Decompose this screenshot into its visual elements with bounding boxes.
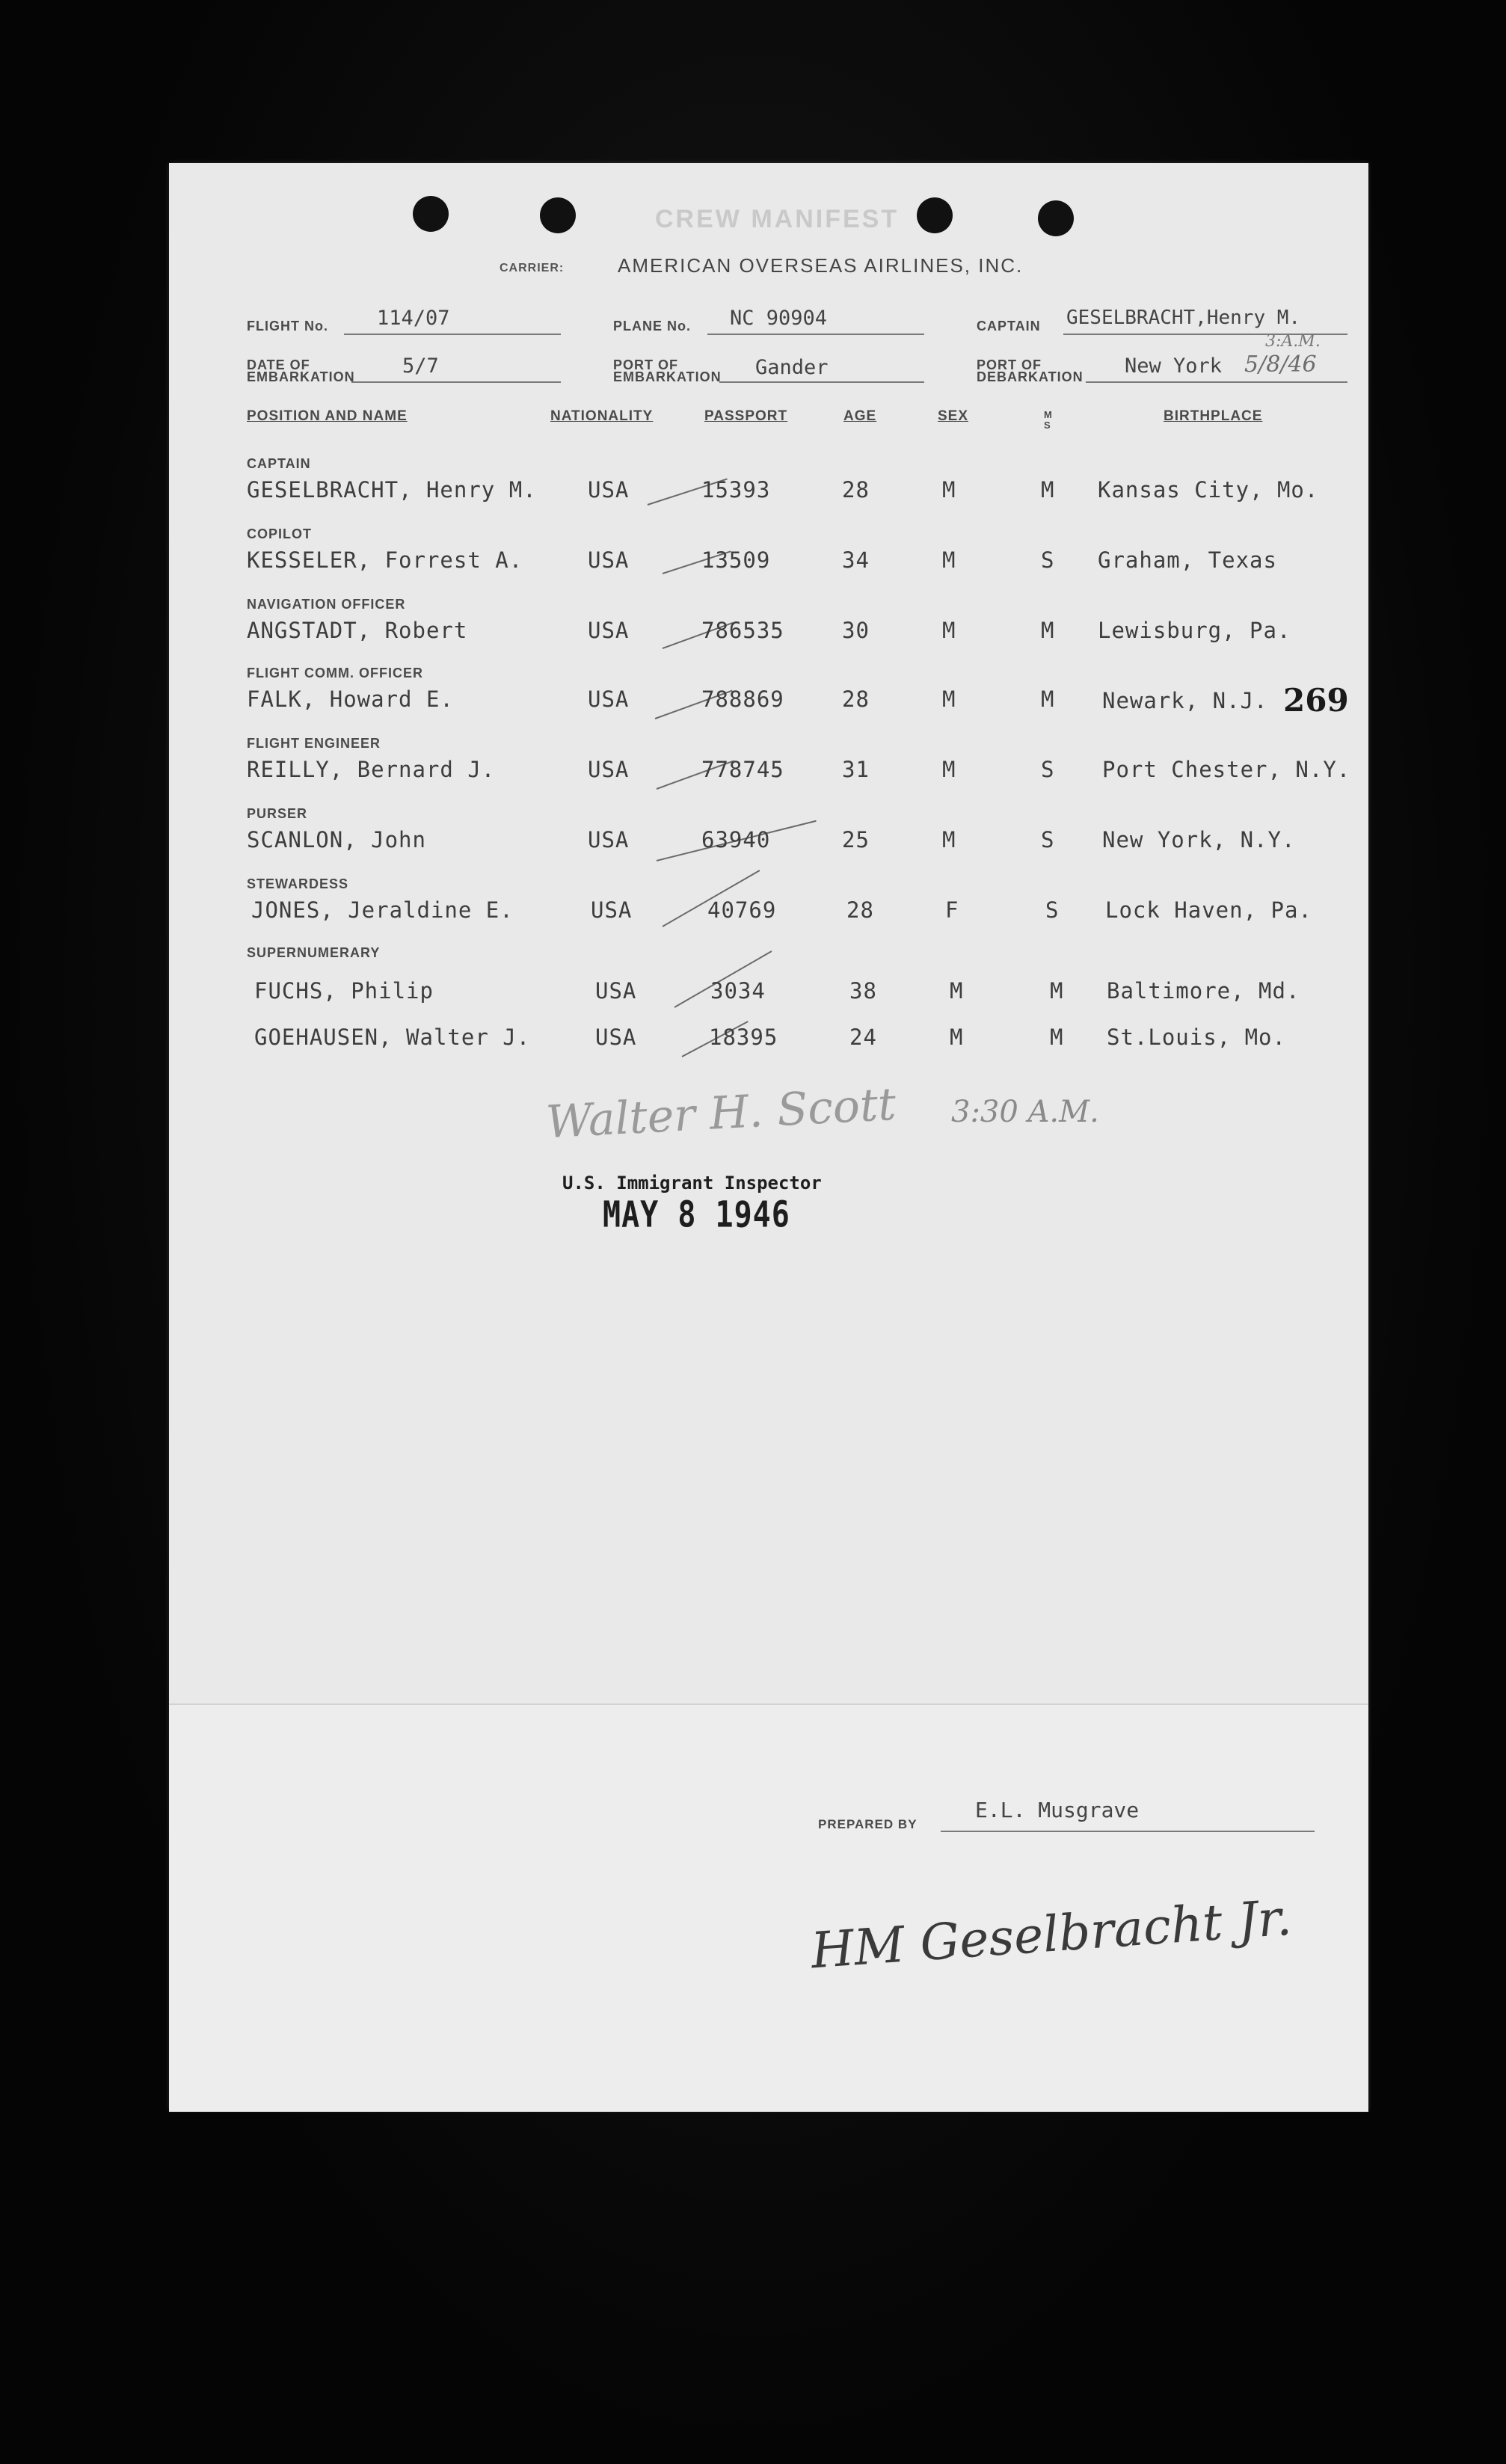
crew-passport: 63940 xyxy=(701,827,771,852)
crew-sex: M xyxy=(942,477,956,503)
crew-birthplace: St.Louis, Mo. xyxy=(1107,1024,1286,1050)
crew-age: 34 xyxy=(842,547,870,573)
carrier-label: CARRIER: xyxy=(500,262,565,274)
captain-label: CAPTAIN xyxy=(977,319,1041,334)
crew-nationality: USA xyxy=(588,618,630,643)
crew-age: 28 xyxy=(846,897,874,923)
crew-passport: 40769 xyxy=(707,897,777,923)
port-embarkation-label xyxy=(613,359,722,383)
crew-sex: M xyxy=(942,618,956,643)
plane-no-value: NC 90904 xyxy=(730,307,828,330)
punch-hole xyxy=(413,196,449,232)
col-passport: PASSPORT xyxy=(704,408,788,424)
crew-birthplace: Port Chester, N.Y. xyxy=(1102,757,1351,782)
manifest-title: CREW MANIFEST xyxy=(655,205,900,233)
col-marital-status: M S xyxy=(1044,409,1053,431)
plane-no-label: PLANE No. xyxy=(613,319,692,334)
flight-no-value: 114/07 xyxy=(377,307,450,330)
crew-age: 31 xyxy=(842,757,870,782)
crew-marital: S xyxy=(1041,757,1055,782)
port-embarkation-label-line2: EMBARKATION xyxy=(613,369,722,384)
port-embarkation-value: Gander xyxy=(755,356,829,379)
col-birthplace: BIRTHPLACE xyxy=(1164,408,1263,424)
port-debarkation-date-note: 5/8/46 xyxy=(1244,351,1317,378)
inspector-date-stamp: MAY 8 1946 xyxy=(603,1194,790,1236)
crew-marital: M xyxy=(1050,1024,1064,1050)
plane-no-line xyxy=(707,334,924,335)
crew-passport: 778745 xyxy=(701,757,784,782)
crew-name: KESSELER, Forrest A. xyxy=(247,547,523,573)
crew-nationality: USA xyxy=(588,686,630,712)
captain-value: GESELBRACHT,Henry M. xyxy=(1066,307,1301,329)
crew-name: SCANLON, John xyxy=(247,827,426,852)
crew-marital: M xyxy=(1041,618,1055,643)
crew-name: FALK, Howard E. xyxy=(247,686,454,712)
crew-birthplace: Lewisburg, Pa. xyxy=(1098,618,1291,643)
arrival-time-note: 3:A.M. xyxy=(1265,332,1321,351)
date-embarkation-line xyxy=(351,381,561,383)
crew-marital: M xyxy=(1041,686,1055,712)
punch-hole xyxy=(1038,200,1074,236)
crew-name: GOEHAUSEN, Walter J. xyxy=(254,1024,531,1050)
crew-birthplace: Newark, N.J. xyxy=(1102,688,1268,713)
crew-age: 25 xyxy=(842,827,870,852)
crew-passport: 18395 xyxy=(709,1024,778,1050)
crew-name: ANGSTADT, Robert xyxy=(247,618,468,643)
crew-age: 30 xyxy=(842,618,870,643)
crew-position: CAPTAIN xyxy=(247,456,311,471)
crew-marital: M xyxy=(1050,978,1064,1004)
crew-manifest-sheet xyxy=(169,163,1368,2110)
port-embarkation-line xyxy=(719,381,924,383)
crew-sex: F xyxy=(945,897,959,923)
crew-nationality: USA xyxy=(588,827,630,852)
crew-birthplace: Lock Haven, Pa. xyxy=(1105,897,1312,923)
port-embarkation-label-line1: PORT OF xyxy=(613,357,678,372)
crew-birthplace: Baltimore, Md. xyxy=(1107,978,1300,1004)
lower-fold-section xyxy=(169,1703,1368,2112)
crew-birthplace: Graham, Texas xyxy=(1098,547,1277,573)
crew-age: 38 xyxy=(849,978,877,1004)
crew-birthplace: New York, N.Y. xyxy=(1102,827,1296,852)
col-position-name: POSITION AND NAME xyxy=(247,408,408,424)
crew-name: GESELBRACHT, Henry M. xyxy=(247,477,537,503)
carrier-name: AMERICAN OVERSEAS AIRLINES, INC. xyxy=(618,254,1024,277)
port-debarkation-line xyxy=(1086,381,1347,383)
date-embarkation-label-line1: DATE OF xyxy=(247,357,310,372)
date-embarkation-label-line2: EMBARKATION xyxy=(247,369,355,384)
crew-name: JONES, Jeraldine E. xyxy=(251,897,514,923)
captain-signature: HM Geselbracht Jr. xyxy=(809,1888,1294,1980)
crew-birthplace: Kansas City, Mo. xyxy=(1098,477,1319,503)
crew-marital: S xyxy=(1041,547,1055,573)
crew-passport: 13509 xyxy=(701,547,771,573)
page-number: 269 xyxy=(1283,682,1349,719)
crew-position: NAVIGATION OFFICER xyxy=(247,597,406,612)
crew-position: STEWARDESS xyxy=(247,876,349,891)
crew-nationality: USA xyxy=(595,1024,637,1050)
date-embarkation-value: 5/7 xyxy=(402,354,439,378)
date-embarkation-label xyxy=(247,359,355,383)
crew-sex: M xyxy=(942,686,956,712)
crew-sex: M xyxy=(950,1024,964,1050)
crew-passport: 15393 xyxy=(701,477,771,503)
port-debarkation-label-line1: PORT OF xyxy=(977,357,1042,372)
crew-age: 28 xyxy=(842,477,870,503)
inspector-title-stamp: U.S. Immigrant Inspector xyxy=(562,1173,822,1193)
col-sex: SEX xyxy=(938,408,969,424)
crew-nationality: USA xyxy=(588,757,630,782)
port-debarkation-label xyxy=(977,359,1084,383)
port-debarkation-value: New York xyxy=(1125,354,1223,378)
crew-marital: M xyxy=(1041,477,1055,503)
crew-position: FLIGHT ENGINEER xyxy=(247,736,381,751)
crew-position: PURSER xyxy=(247,806,308,821)
crew-nationality: USA xyxy=(588,477,630,503)
prepared-by-label: PREPARED BY xyxy=(818,1817,918,1831)
crew-sex: M xyxy=(942,757,956,782)
punch-hole xyxy=(540,197,576,233)
crew-passport: 788869 xyxy=(701,686,784,712)
inspector-signature: Walter H. Scott xyxy=(544,1078,897,1149)
port-debarkation-label-line2: DEBARKATION xyxy=(977,369,1084,384)
prepared-by-value: E.L. Musgrave xyxy=(975,1798,1140,1822)
crew-nationality: USA xyxy=(595,978,637,1004)
prepared-by-line xyxy=(941,1831,1315,1832)
col-age: AGE xyxy=(843,408,877,424)
crew-age: 24 xyxy=(849,1024,877,1050)
col-nationality: NATIONALITY xyxy=(550,408,654,424)
crew-sex: M xyxy=(950,978,964,1004)
crew-name: FUCHS, Philip xyxy=(254,978,434,1004)
crew-marital: S xyxy=(1045,897,1060,923)
flight-no-line xyxy=(344,334,561,335)
crew-marital: S xyxy=(1041,827,1055,852)
crew-position: SUPERNUMERARY xyxy=(247,945,381,960)
crew-passport: 3034 xyxy=(710,978,766,1004)
crew-nationality: USA xyxy=(591,897,633,923)
crew-name: REILLY, Bernard J. xyxy=(247,757,496,782)
crew-sex: M xyxy=(942,827,956,852)
crew-passport: 786535 xyxy=(701,618,784,643)
inspector-time: 3:30 A.M. xyxy=(951,1095,1099,1129)
crew-position: FLIGHT COMM. OFFICER xyxy=(247,666,423,680)
crew-nationality: USA xyxy=(588,547,630,573)
flight-no-label: FLIGHT No. xyxy=(247,319,328,334)
crew-sex: M xyxy=(942,547,956,573)
punch-hole xyxy=(917,197,953,233)
crew-position: COPILOT xyxy=(247,526,312,541)
crew-age: 28 xyxy=(842,686,870,712)
